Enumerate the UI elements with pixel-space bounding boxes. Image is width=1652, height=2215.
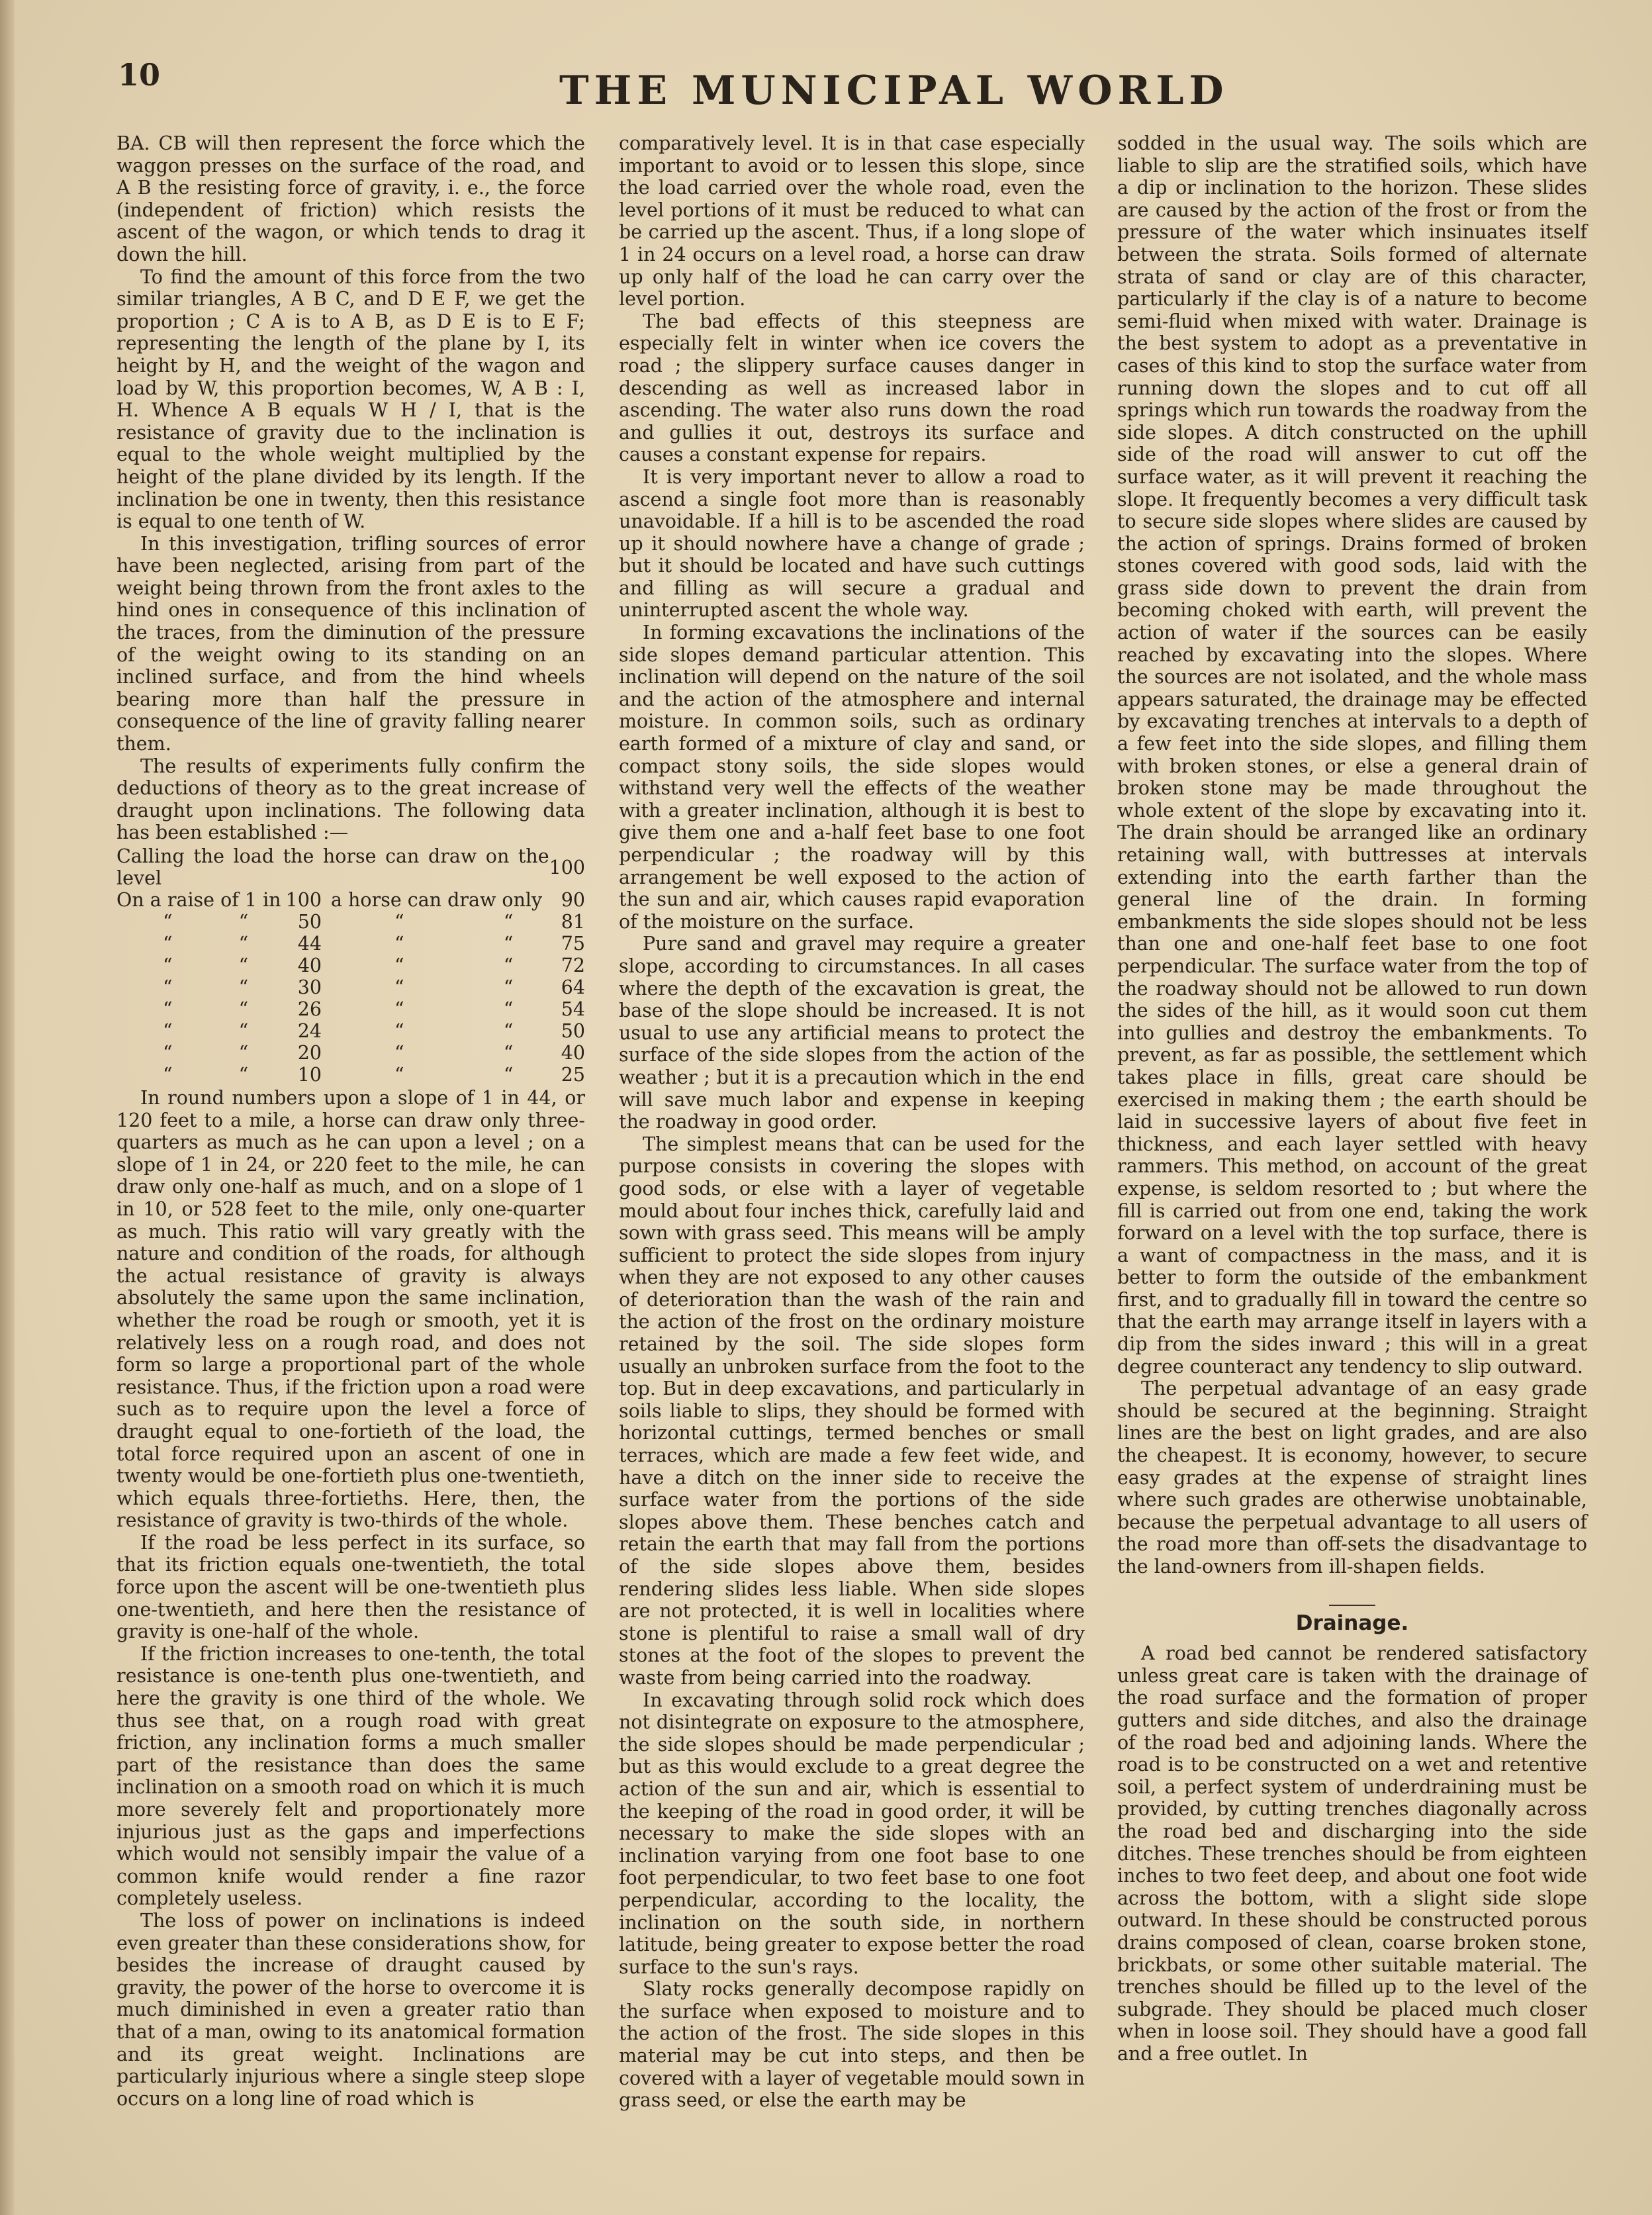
paragraph: In round numbers upon a slope of 1 in 44, or 120 feet to a mile, a horse can draw only three-quarters as much as he can upon a level ; on a slope of 1 in 24, or 220 feet to the mile, he can draw only one-half as much, and on a slope of 1 in 10, or 528 feet to the mile, only one-quarter as much. This ratio will vary greatly with the nature and condition of the roads, for although the actual resistance of gravity is always absolutely the same upon the same inclination, whether the road be rough or smooth, yet it is relatively less on a rough road, and does not form so large a proportional part of the whole resistance. Thus, if the friction upon a road were such as to require upon the level a force of draught equal to one-fortieth of the load, the total force required upon an ascent of one in twenty would be one-fortieth plus one-twentieth, which equals three-fortieths. Here, then, the resistance of gravity is two-thirds of the whole.	[116, 1087, 585, 1532]
paragraph: A road bed cannot be rendered satisfactory unless great care is taken with the drainage of the road surface and the formation of proper gutters and side ditches, and also the drainage of the road bed and adjoining lands. Where the road is to be constructed on a wet and retentive soil, a perfect system of underdraining must be provided, by cutting trenches diagonally across the road bed and discharging into the side ditches. These trenches should be from eighteen inches to two feet deep, and about one foot wide across the bottom, with a slight side slope outward. In these should be constructed porous drains composed of clean, coarse broken stone, brickbats, or some other suitable material. The trenches should be filled up to the level of the subgrade. They should be placed much closer when in loose soil. They should have a good fall and a free outlet. In	[1117, 1642, 1587, 2065]
paragraph: Slaty rocks generally decompose rapidly on the surface when exposed to moisture and to the action of the frost. The side slopes in this material may be cut into steps, and then be covered with a layer of vegetable mould sown in grass seed, or else the earth may be	[619, 1978, 1085, 2112]
paragraph: The results of experiments fully confirm the deductions of theory as to the great increase of draught upon inclinations. The following data has been established :—	[116, 755, 585, 844]
page-edge	[0, 0, 15, 2215]
paragraph: In excavating through solid rock which does not disintegrate on exposure to the atmosphere, the side slopes should be made perpendicular ; but as this would exclude to a great degree the action of the sun and air, which is essential to the keeping of the road in good order, it will be necessary to make the side slopes with an inclination varying from one foot base to one foot perpendicular, to two feet base to one foot perpendicular, according to the locality, the inclination on the south side, in northern latitude, being greater to expose better the road surface to the sun's rays.	[619, 1689, 1085, 1978]
table-row: “ “ 44 “ “ 75	[163, 933, 585, 955]
paragraph: Pure sand and gravel may require a greater slope, according to circumstances. In all cases where the depth of the excavation is great, the base of the slope should be increased. It is not usual to use any artificial means to protect the surface of the side slopes from the action of the weather ; but it is a precaution which in the end will save much labor and expense in keeping the roadway in good order.	[619, 933, 1085, 1133]
table-row: “ “ 30 “ “ 64	[163, 976, 585, 998]
table-intro-label: Calling the load the horse can draw on the level	[116, 845, 549, 889]
table-row: “ “ 40 “ “ 72	[163, 955, 585, 976]
paragraph: If the road be less perfect in its surface, so that its friction equals one-twentieth, the total force upon the ascent will be one-twentieth plus one-twentieth, and here then the resistance of gravity is one-half of the whole.	[116, 1531, 585, 1643]
page-number: 10	[118, 57, 161, 93]
raise-label: On a raise of 1 in	[116, 889, 281, 911]
paragraph: To find the amount of this force from the two similar triangles, A B C, and D E F, we get the proportion ; C A is to A B, as D E is to E F; representing the length of the plane by I, its height by H, and the weight of the wagon and load by W, this proportion becomes, W, A B : I, H. Whence A B equals W H / I, that is the resistance of gravity due to the inclination is equal to the whole weight multiplied by the height of the plane divided by its length. If the inclination be one in twenty, then this resistance is equal to one tenth of W.	[116, 265, 585, 533]
table-row: “ “ 50 “ “ 81	[163, 911, 585, 933]
paragraph: sodded in the usual way. The soils which are liable to slip are the stratified soils, which have a dip or inclination to the horizon. These slides are caused by the action of the frost or from the pressure of the water which insinuates itself between the strata. Soils formed of alternate strata of sand or clay are of this character, particularly if the clay is of a nature to become semi-fluid when mixed with water. Drainage is the best system to adopt as a preventative in cases of this kind to stop the surface water from running down the slopes and to cut off all springs which run towards the roadway from the side slopes. A ditch constructed on the uphill side of the road will answer to cut off the surface water, as it will prevent it reaching the slope. It frequently becomes a very difficult task to secure side slopes where slides are caused by the action of springs. Drains formed of broken stones covered with good sods, laid with the grass side down to prevent the drain from becoming choked with earth, will prevent the action of water if the sources can be easily reached by excavating into the slopes. Where the sources are not isolated, and the whole mass appears saturated, the drainage may be effected by excavating trenches at intervals to a depth of a few feet into the side slopes, and filling them with broken stones, or else a general drain of broken stone may be made throughout the whole extent of the slope by excavating into it. The drain should be arranged like an ordinary retaining wall, with buttresses at intervals extending into the earth farther than the general line of the drain. In forming embankments the side slopes should not be less than one and one-half feet base to one foot perpendicular. The surface water from the top of the roadway should not be allowed to run down the sides of the hill, as it would soon cut them into gullies and destroy the embankments. To prevent, as far as possible, the settlement which takes place in fills, great care should be exercised in making them ; the earth should be laid in successive layers of about five feet in thickness, and each layer settled with heavy rammers. This method, on account of the great expense, is seldom resorted to ; but where the fill is carried out from one end, taking the work forward on a level with the top surface, there is a want of compactness in the mass, and it is better to form the outside of the embankment first, and to gradually fill in toward the centre so that the earth may arrange itself in layers with a dip from the sides inward ; this will in a great degree counteract any tendency to slip outward.	[1117, 132, 1587, 1378]
table-row	[116, 845, 585, 889]
draught-table	[116, 845, 585, 1086]
column-1	[116, 132, 585, 2110]
masthead-title: THE MUNICIPAL WORLD	[559, 68, 1229, 114]
paragraph: The simplest means that can be used for the purpose consists in covering the slopes with good sods, or else with a layer of vegetable mould about four inches thick, carefully laid and sown with grass seed. This means will be amply sufficient to protect the side slopes from injury when they are not exposed to any other causes of deterioration than the wash of the rain and the action of the frost on the ordinary moisture retained by the soil. The side slopes form usually an unbroken surface from the foot to the top. But in deep excavations, and particularly in soils liable to slips, they should be formed with horizontal cuttings, termed benches or small terraces, which are made a few feet wide, and have a ditch on the inner side to receive the surface water from the portions of the side slopes above them. These benches catch and retain the earth that may fall from the portions of the side slopes above them, besides rendering slides less liable. When side slopes are not protected, it is well in localities where stone is plentiful to raise a small wall of dry stones at the foot of the slopes to prevent the waste from being carried into the roadway.	[619, 1133, 1085, 1689]
table-row: “ “ 10 “ “ 25	[163, 1064, 585, 1086]
paragraph: If the friction increases to one-tenth, the total resistance is one-tenth plus one-twentieth, and here the gravity is one third of the whole. We thus see that, on a rough road with great friction, any inclination forms a much smaller part of the resistance than does the same inclination on a smooth road on which it is much more severely felt and proportionately more injurious just as the gaps and imperfections which would not sensibly impair the value of a common knife would render a fine razor completely useless.	[116, 1642, 585, 1910]
draw-value: 90	[561, 889, 585, 911]
table-row: “ “ 24 “ “ 50	[163, 1020, 585, 1042]
paragraph: The perpetual advantage of an easy grade should be secured at the beginning. Straight lines are the best on light grades, and are also the cheapest. It is economy, however, to secure easy grades at the expense of straight lines where such grades are otherwise unobtainable, because the perpetual advantage to all users of the road more than off-sets the disadvantage to the land-owners from ill-shapen fields.	[1117, 1378, 1587, 1578]
section-heading: Drainage.	[1295, 1611, 1409, 1635]
draw-label: a horse can draw only	[331, 889, 543, 911]
table-row	[116, 889, 585, 911]
table-intro-value: 100	[549, 856, 585, 878]
paragraph: In this investigation, trifling sources of error have been neglected, arising from part of the weight being thrown from the front axles to the hind ones in consequence of this inclination of the traces, from the diminution of the pressure of the weight owing to its standing on an inclined surface, and from the hind wheels bearing more than half the pressure in consequence of the line of gravity falling nearer them.	[116, 532, 585, 755]
column-3	[1117, 132, 1587, 2065]
section-divider	[1329, 1605, 1375, 1606]
table-row: “ “ 20 “ “ 40	[163, 1042, 585, 1064]
column-2	[619, 132, 1085, 2112]
paragraph: In forming excavations the inclinations of the side slopes demand particular attention. This inclination will depend on the nature of the soil and the action of the atmosphere and internal moisture. In common soils, such as ordinary earth formed of a mixture of clay and sand, or compact stony soils, the side slopes would withstand very well the effects of the weather with a greater inclination, although it is best to give them one and a-half feet base to one foot perpendicular ; the roadway will by this arrangement be well exposed to the action of the sun and air, which causes rapid evaporation of the moisture on the surface.	[619, 622, 1085, 933]
paragraph: The loss of power on inclinations is indeed even greater than these considerations show, for besides the increase of draught caused by gravity, the power of the horse to overcome it is much diminished in even a greater ratio than that of a man, owing to its anatomical formation and its great weight. Inclinations are particularly injurious where a single steep slope occurs on a long line of road which is	[116, 1909, 585, 2110]
paragraph: The bad effects of this steepness are especially felt in winter when ice covers the road ; the slippery surface causes danger in descending as well as increased labor in ascending. The water also runs down the road and gullies it out, destroys its surface and causes a constant expense for repairs.	[619, 310, 1085, 466]
paragraph: It is very important never to allow a road to ascend a single foot more than is reasonably unavoidable. If a hill is to be ascended the road up it should nowhere have a change of grade ; but it should be located and have such cuttings and filling as will secure a gradual and uninterrupted ascent the whole way.	[619, 465, 1085, 622]
paragraph: comparatively level. It is in that case especially important to avoid or to lessen this slope, since the load carried over the whole road, even the level portions of it must be reduced to what can be carried up the ascent. Thus, if a long slope of 1 in 24 occurs on a level road, a horse can draw up only half of the load he can carry over the level portion.	[619, 132, 1085, 310]
table-row: “ “ 26 “ “ 54	[163, 998, 585, 1020]
raise-value: 100	[285, 889, 322, 911]
paragraph: BA. CB will then represent the force which the waggon presses on the surface of the road, and A B the resisting force of gravity, i. e., the force (independent of friction) which resists the ascent of the wagon, or which tends to drag it down the hill.	[116, 132, 585, 265]
